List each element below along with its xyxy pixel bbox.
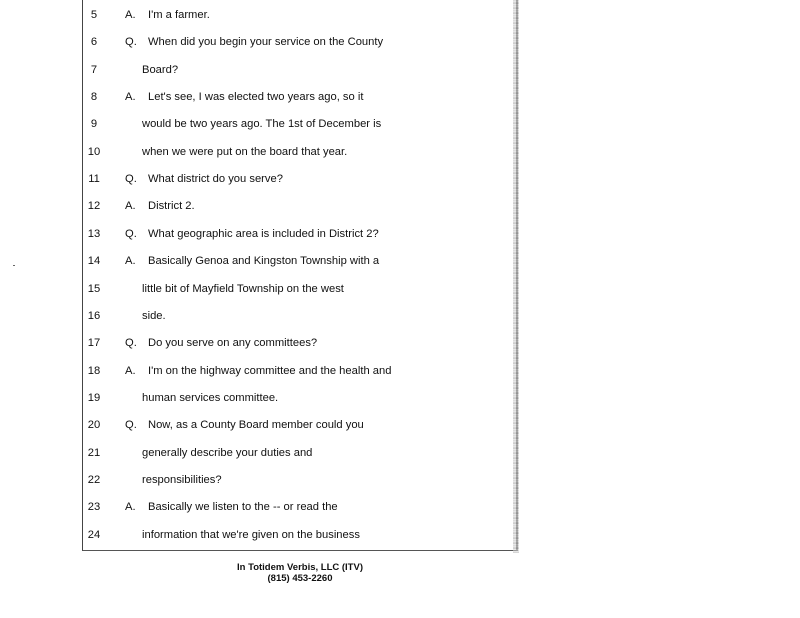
line-number: 12 (87, 200, 101, 213)
transcript-line (0, 525, 800, 545)
transcript-line (0, 114, 800, 134)
line-text: I'm on the highway committee and the health and (148, 364, 392, 377)
transcript-page-frame (82, 0, 518, 551)
speaker-label: A. (125, 364, 136, 377)
transcript-line (0, 142, 800, 162)
line-number: 24 (87, 528, 101, 541)
line-number: 10 (87, 145, 101, 158)
line-text: when we were put on the board that year. (142, 145, 348, 158)
line-text: would be two years ago. The 1st of December is (142, 118, 382, 131)
line-text: human services committee. (142, 391, 279, 404)
line-text: What geographic area is included in District 2? (148, 227, 379, 240)
line-number: 13 (87, 227, 101, 240)
line-text: Basically we listen to the -- or read the (148, 501, 338, 514)
line-number: 9 (90, 118, 98, 131)
line-number: 21 (87, 446, 101, 459)
transcript-line (0, 87, 800, 107)
transcript-line (0, 415, 800, 435)
line-number: 22 (87, 473, 101, 486)
transcript-line (0, 279, 800, 299)
transcript-line (0, 443, 800, 463)
transcript-line (0, 60, 800, 80)
speaker-label: Q. (125, 227, 137, 240)
transcript-line (0, 470, 800, 490)
line-text: information that we're given on the business (142, 528, 360, 541)
line-text: Let's see, I was elected two years ago, so it (148, 91, 364, 104)
transcript-line (0, 306, 800, 326)
speaker-label: A. (125, 255, 136, 268)
line-number: 16 (87, 309, 101, 322)
page-footer (200, 562, 400, 584)
line-number: 5 (90, 9, 98, 21)
line-text: Do you serve on any committees? (148, 337, 318, 350)
line-text: generally describe your duties and (142, 446, 313, 459)
transcript-line (0, 361, 800, 381)
line-number: 20 (87, 419, 101, 432)
speaker-label: A. (125, 200, 136, 213)
transcript-line (0, 169, 800, 189)
line-number: 15 (87, 282, 101, 295)
transcript-line (0, 333, 800, 353)
speaker-label: A. (125, 501, 136, 514)
line-text: Basically Genoa and Kingston Township with a (148, 255, 380, 268)
speaker-label: Q. (125, 173, 137, 186)
line-text: Now, as a County Board member could you (148, 419, 364, 432)
speaker-label: A. (125, 9, 136, 21)
transcript-line (0, 497, 800, 517)
line-number: 18 (87, 364, 101, 377)
line-number: 11 (88, 173, 100, 186)
transcript-line (0, 251, 800, 271)
transcript-line (0, 196, 800, 216)
speaker-label: Q. (125, 337, 137, 350)
line-number: 19 (87, 391, 101, 404)
line-text: What district do you serve? (148, 173, 283, 186)
transcript-line (0, 224, 800, 244)
line-text: responsibilities? (142, 473, 222, 486)
line-number: 23 (87, 501, 101, 514)
line-number: 8 (90, 91, 98, 104)
footer-company: In Totidem Verbis, LLC (ITV) (237, 562, 363, 573)
line-text: When did you begin your service on the County (148, 36, 384, 49)
line-number: 17 (87, 337, 101, 350)
transcript-line (0, 32, 800, 52)
footer-phone: (815) 453-2260 (267, 573, 333, 584)
line-number: 7 (90, 63, 98, 76)
line-number: 6 (90, 36, 98, 49)
line-text: side. (142, 309, 166, 322)
transcript-line (0, 5, 800, 25)
line-text: Board? (142, 63, 179, 76)
speaker-label: Q. (125, 419, 137, 432)
speaker-label: A. (125, 91, 136, 104)
line-text: I'm a farmer. (148, 9, 210, 21)
line-text: little bit of Mayfield Township on the west (142, 282, 344, 295)
transcript-line (0, 388, 800, 408)
speaker-label: Q. (125, 36, 137, 49)
line-number: 14 (87, 255, 101, 268)
line-text: District 2. (148, 200, 195, 213)
